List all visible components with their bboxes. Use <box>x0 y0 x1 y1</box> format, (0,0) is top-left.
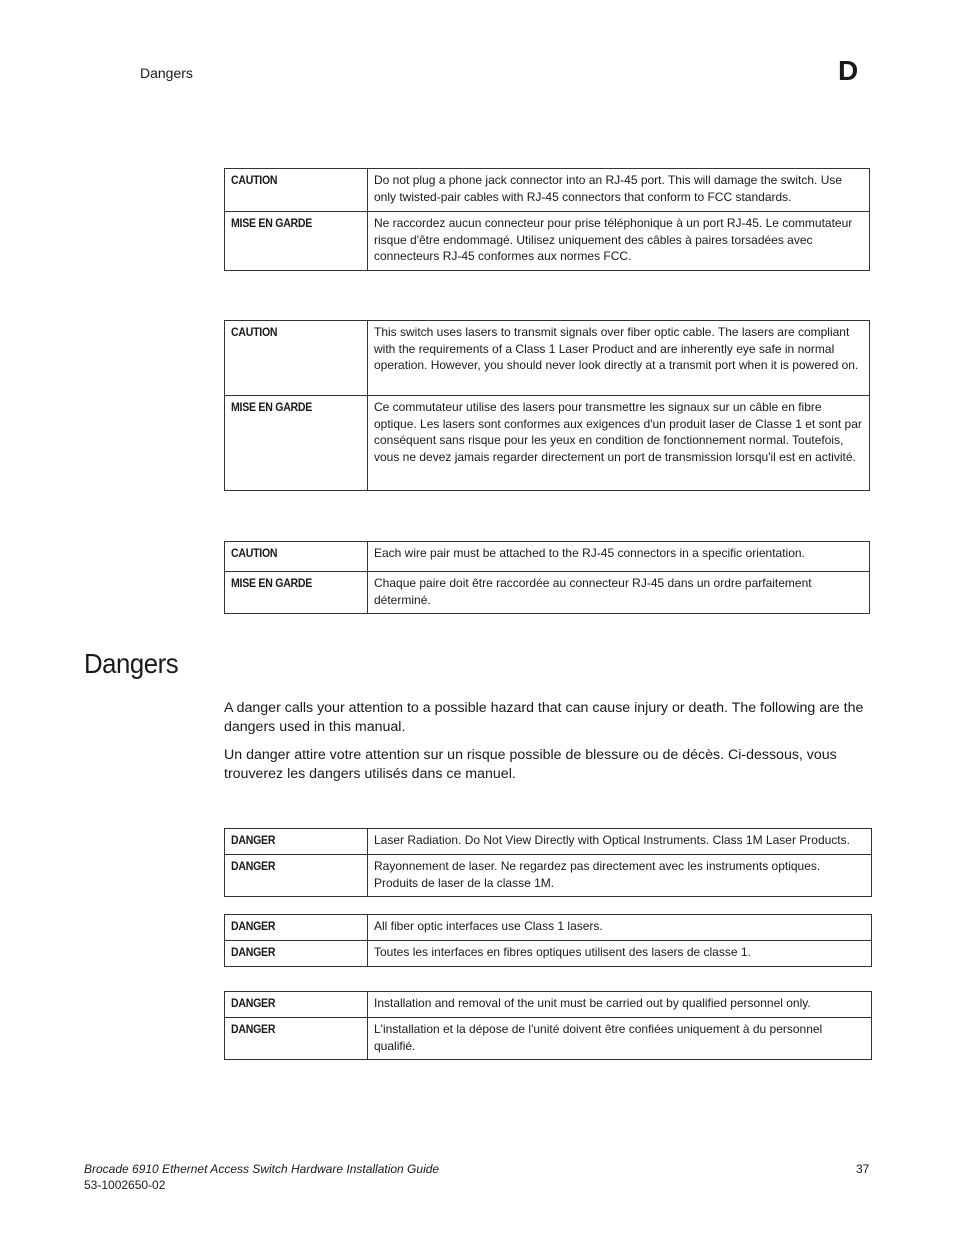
notice-text: Do not plug a phone jack connector into an RJ-45 port. This will damage the switch. Use only twisted-pair cables with RJ-45 connectors that conform to FCC standards. <box>368 169 870 212</box>
danger-row-en <box>225 915 872 941</box>
notice-label: DANGER <box>225 855 368 897</box>
notice-text: Laser Radiation. Do Not View Directly with Optical Instruments. Class 1M Laser Products. <box>368 829 872 855</box>
caution-table-wire-pair <box>224 541 870 614</box>
appendix-letter: D <box>838 55 859 86</box>
footer-doc-title: Brocade 6910 Ethernet Access Switch Hardware Installation Guide <box>84 1162 440 1176</box>
caution-row-fr <box>225 572 870 614</box>
caution-table-phone-jack <box>224 168 870 271</box>
caution-row-fr <box>225 212 870 271</box>
caution-row-en <box>225 542 870 572</box>
notice-label: DANGER <box>225 915 368 941</box>
notice-label: DANGER <box>225 1018 368 1060</box>
notice-label: MISE EN GARDE <box>225 572 368 614</box>
danger-table-qualified-personnel <box>224 991 872 1060</box>
caution-row-fr <box>225 396 870 491</box>
running-header-section: Dangers <box>140 65 193 81</box>
notice-text: Each wire pair must be attached to the RJ-45 connectors in a specific orientation. <box>368 542 870 572</box>
danger-table-laser-radiation <box>224 828 872 897</box>
notice-text: Toutes les interfaces en fibres optiques utilisent des lasers de classe 1. <box>368 941 872 967</box>
danger-row-fr <box>225 1018 872 1060</box>
notice-label: CAUTION <box>225 169 368 212</box>
notice-text: Ne raccordez aucun connecteur pour prise téléphonique à un port RJ-45. Le commutateur risque d'être endommagé. Utilisez uniquement des câbles à paires torsadées avec connecteurs RJ-45 conformes aux normes FCC. <box>368 212 870 271</box>
section-intro-en: A danger calls your attention to a possible hazard that can cause injury or death. The following are the dangers used in this manual. <box>224 700 864 735</box>
notice-label: DANGER <box>225 829 368 855</box>
notice-label: DANGER <box>225 941 368 967</box>
notice-text: Chaque paire doit être raccordée au connecteur RJ-45 dans un ordre parfaitement déterminé. <box>368 572 870 614</box>
caution-row-en <box>225 321 870 396</box>
caution-table-laser <box>224 320 870 491</box>
footer-page-number: 37 <box>856 1162 870 1176</box>
danger-row-en <box>225 829 872 855</box>
notice-text: Installation and removal of the unit must be carried out by qualified personnel only. <box>368 992 872 1018</box>
notice-text: Ce commutateur utilise des lasers pour transmettre les signaux sur un câble en fibre optique. Les lasers sont conformes aux exigences d'un produit laser de Classe 1 et sont par conséquent sans risque pour les yeux en condition de fonctionnement normal. Toutefois, vous ne devez jamais regarder directement un port de transmission lorsqu'il est en activité. <box>368 396 870 491</box>
notice-label: CAUTION <box>225 542 368 572</box>
danger-row-en <box>225 992 872 1018</box>
notice-label: DANGER <box>225 992 368 1018</box>
notice-text: Rayonnement de laser. Ne regardez pas directement avec les instruments optiques. Produits de laser de la classe 1M. <box>368 855 872 897</box>
section-title: Dangers <box>84 648 179 679</box>
notice-label: MISE EN GARDE <box>225 396 368 491</box>
caution-row-en <box>225 169 870 212</box>
notice-text: All fiber optic interfaces use Class 1 lasers. <box>368 915 872 941</box>
notice-label: CAUTION <box>225 321 368 396</box>
section-intro-fr: Un danger attire votre attention sur un risque possible de blessure ou de décès. Ci-dessous, vous trouverez les dangers utilisés dans ce manuel. <box>224 747 837 782</box>
danger-table-class1-lasers <box>224 914 872 967</box>
notice-label: MISE EN GARDE <box>225 212 368 271</box>
notice-text: This switch uses lasers to transmit signals over fiber optic cable. The lasers are compliant with the requirements of a Class 1 Laser Product and are inherently eye safe in normal operation. However, you should never look directly at a transmit port when it is powered on. <box>368 321 870 396</box>
notice-text: L'installation et la dépose de l'unité doivent être confiées uniquement à du personnel qualifié. <box>368 1018 872 1060</box>
footer-doc-number: 53-1002650-02 <box>84 1178 166 1192</box>
danger-row-fr <box>225 941 872 967</box>
danger-row-fr <box>225 855 872 897</box>
